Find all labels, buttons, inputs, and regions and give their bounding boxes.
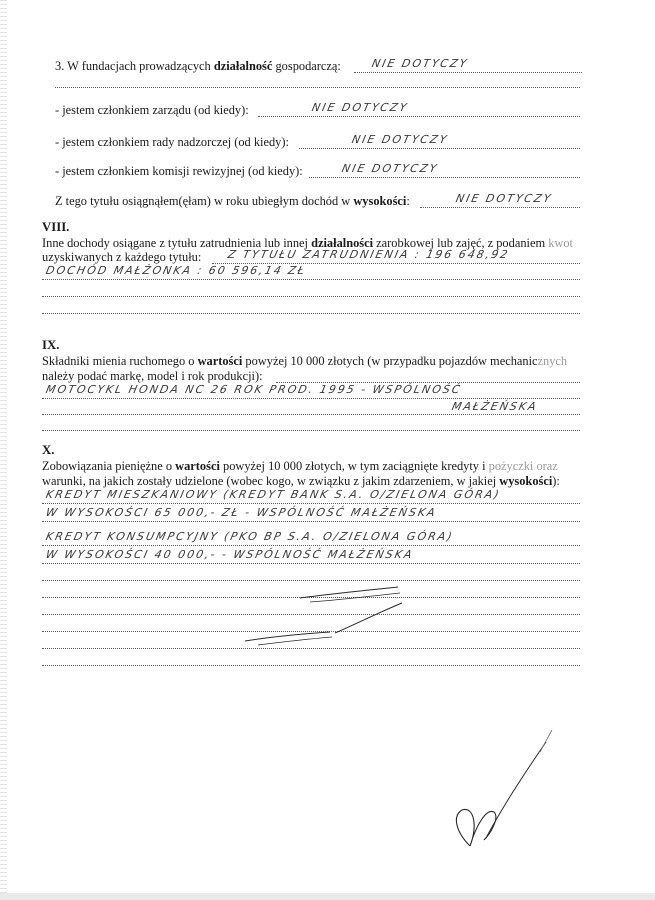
x-handwritten-value-2: W WYSOKOŚCI 65 000,- ZŁ - WSPÓLNOŚĆ MAŁŻEŃSKA [44, 506, 439, 519]
section-x-line2: warunki, na jakich zostały udzielone (wobec kogo, w związku z jakim zdarzeniem, w jakiej wysokości): [42, 474, 560, 488]
foundations-label: 3. W fundacjach prowadzących działalność gospodarczą: [55, 59, 341, 73]
viii-handwritten-value-1: Z TYTUŁU ZATRUDNIENIA : 196 648,92 [226, 248, 511, 261]
section-viii-line2: uzyskiwanych z każdego tytułu: [42, 250, 202, 264]
x-handwritten-value-4: W WYSOKOŚCI 40 000,- - WSPÓLNOŚĆ MAŁŻEŃSKA [44, 548, 415, 561]
section-ix-heading: IX. [42, 338, 60, 352]
section-viii-line1: Inne dochody osiągane z tytułu zatrudnienia lub innej działalności zarobkowej lub zajęć, z podaniem kwot [42, 236, 573, 250]
section-viii-heading: VIII. [42, 220, 70, 234]
ix-handwritten-value-2: MAŁŻEŃSKA [450, 400, 540, 413]
strike-through-stroke [258, 637, 332, 645]
section-ix-line1: Składniki mienia ruchomego o wartości powyżej 10 000 złotych (w przypadku pojazdów mechanicznych [42, 354, 568, 368]
x-handwritten-value-1: KREDYT MIESZKANIOWY (KREDYT BANK S.A. O/ZIELONA GÓRA) [44, 488, 502, 501]
audit-label: - jestem członkiem komisji rewizyjnej (od kiedy): [55, 164, 303, 178]
signature-mark [456, 809, 495, 846]
section-x-line1: Zobowiązania pieniężne o wartości powyżej 10 000 złotych, w tym zaciągnięte kredyty i pożyczki oraz [42, 459, 558, 473]
strike-through-stroke [335, 603, 402, 633]
strike-through-stroke [300, 587, 398, 598]
strike-through-stroke [245, 632, 330, 641]
viii-handwritten-value-2: DOCHÓD MAŁŻONKA : 60 596,14 ZŁ [44, 264, 308, 277]
section-ix-line2: należy podać markę, model i rok produkcji): [42, 369, 263, 383]
supervisory-label: - jestem członkiem rady nadzorczej (od kiedy): [55, 135, 289, 149]
foundations-handwritten-value: NIE DOTYCZY [370, 57, 470, 70]
income-label: Z tego tytułu osiągnąłem(ęłam) w roku ubiegłym dochód w wysokości: [55, 194, 410, 208]
strike-through-stroke [310, 593, 400, 602]
audit-handwritten-value: NIE DOTYCZY [340, 162, 440, 175]
board-handwritten-value: NIE DOTYCZY [310, 101, 410, 114]
section-x-heading: X. [42, 443, 55, 457]
signature-stroke [540, 730, 552, 752]
supervisory-handwritten-value: NIE DOTYCZY [350, 133, 450, 146]
board-label: - jestem członkiem zarządu (od kiedy): [55, 103, 249, 117]
income-handwritten-value: NIE DOTYCZY [454, 192, 554, 205]
ix-handwritten-value-1: MOTOCYKL HONDA NC 26 ROK PROD. 1995 - WSPÓLNOŚĆ [44, 383, 463, 396]
x-handwritten-value-3: KREDYT KONSUMPCYJNY (PKO BP S.A. O/ZIELONA GÓRA) [44, 530, 455, 543]
